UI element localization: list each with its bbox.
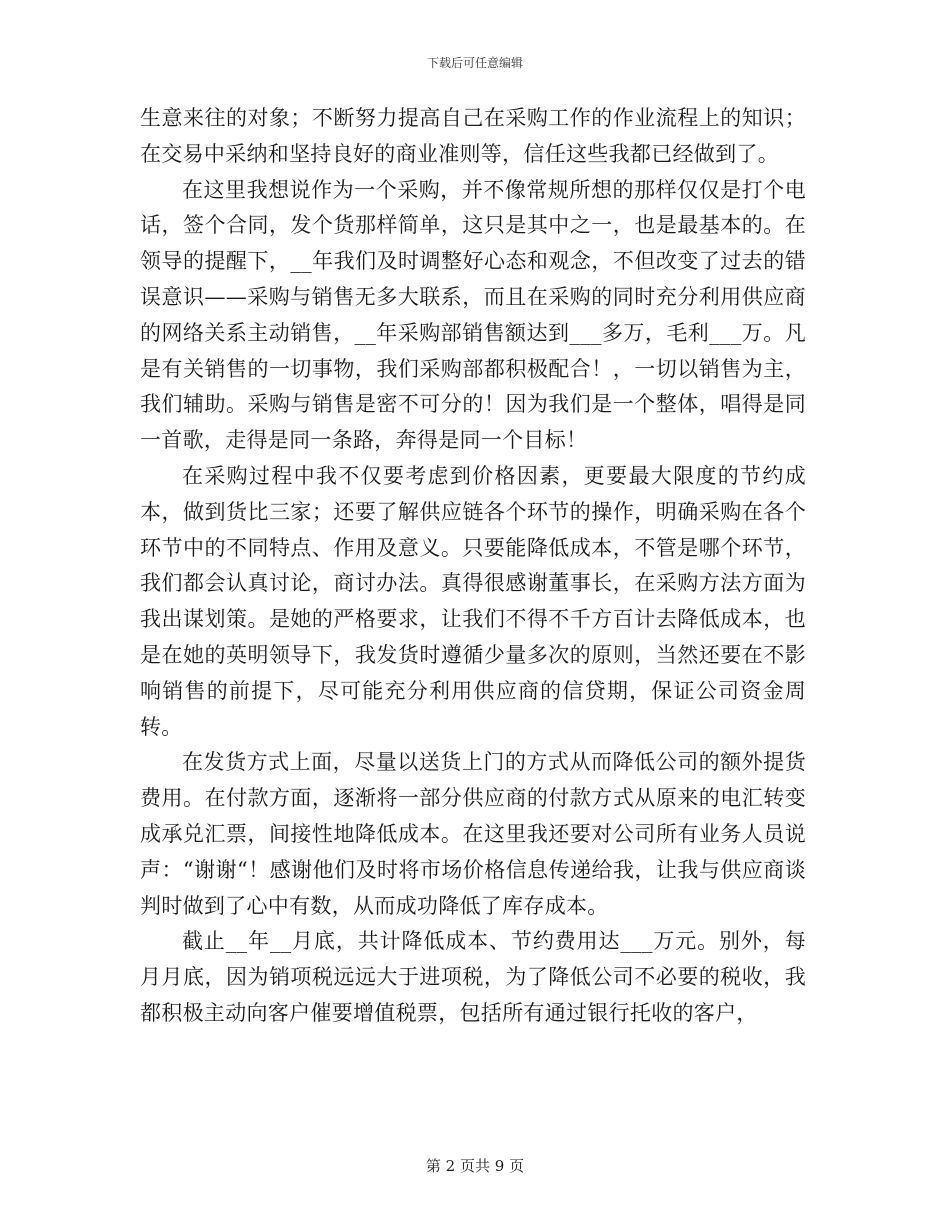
paragraph-3: 在采购过程中我不仅要考虑到价格因素，更要最大限度的节约成本，做到货比三家；还要了解供应链各个环节的操作，明确采购在各个环节中的不同特点、作用及意义。只要能降低成本，不管是哪个环节，我们都会认真讨论，商讨办法。真得很感谢董事长，在采购方法方面为我出谋划策。是她的严格要求，让我们不得不千方百计去降低成本，也是在她的英明领导下，我发货时遵循少量多次的原则，当然还要在不影响销售的前提下，尽可能充分利用供应商的信贷期，保证公司资金周转。 — [140, 463, 806, 739]
paragraph-1: 生意来往的对象；不断努力提高自己在采购工作的作业流程上的知识；在交易中采纳和坚持良好的商业准则等，信任这些我都已经做到了。 — [140, 106, 806, 166]
paragraph-2: 在这里我想说作为一个采购，并不像常规所想的那样仅仅是打个电话，签个合同，发个货那样简单，这只是其中之一，也是最基本的。在领导的提醒下，__年我们及时调整好心态和观念，不但改变了过去的错误意识——采购与销售无多大联系，而且在采购的同时充分利用供应商的网络关系主动销售，__年采购部销售额达到___多万，毛利___万。凡是有关销售的一切事物，我们采购部都积极配合！，一切以销售为主，我们辅助。采购与销售是密不可分的！因为我们是一个整体，唱得是同一首歌，走得是同一条路，奔得是同一个目标！ — [140, 177, 806, 453]
page-footer: 第 2 页共 9 页 — [425, 1157, 525, 1175]
paragraph-5: 截止__年__月底，共计降低成本、节约费用达___万元。别外，每月月底，因为销项税远远大于进项税，为了降低公司不必要的税收，我都积极主动向客户催要增值税票，包括所有通过银行托收的客户， — [140, 929, 806, 1025]
page-header: 下载后可任意编辑 — [426, 56, 523, 70]
paragraph-4: 在发货方式上面，尽量以送货上门的方式从而降低公司的额外提货费用。在付款方面，逐渐将一部分供应商的付款方式从原来的电汇转变成承兑汇票，间接性地降低成本。在这里我还要对公司所有业务人员说声：“谢谢“！感谢他们及时将市场价格信息传递给我，让我与供应商谈判时做到了心中有数，从而成功降低了库存成本。 — [140, 750, 806, 918]
document-body — [140, 101, 806, 1032]
